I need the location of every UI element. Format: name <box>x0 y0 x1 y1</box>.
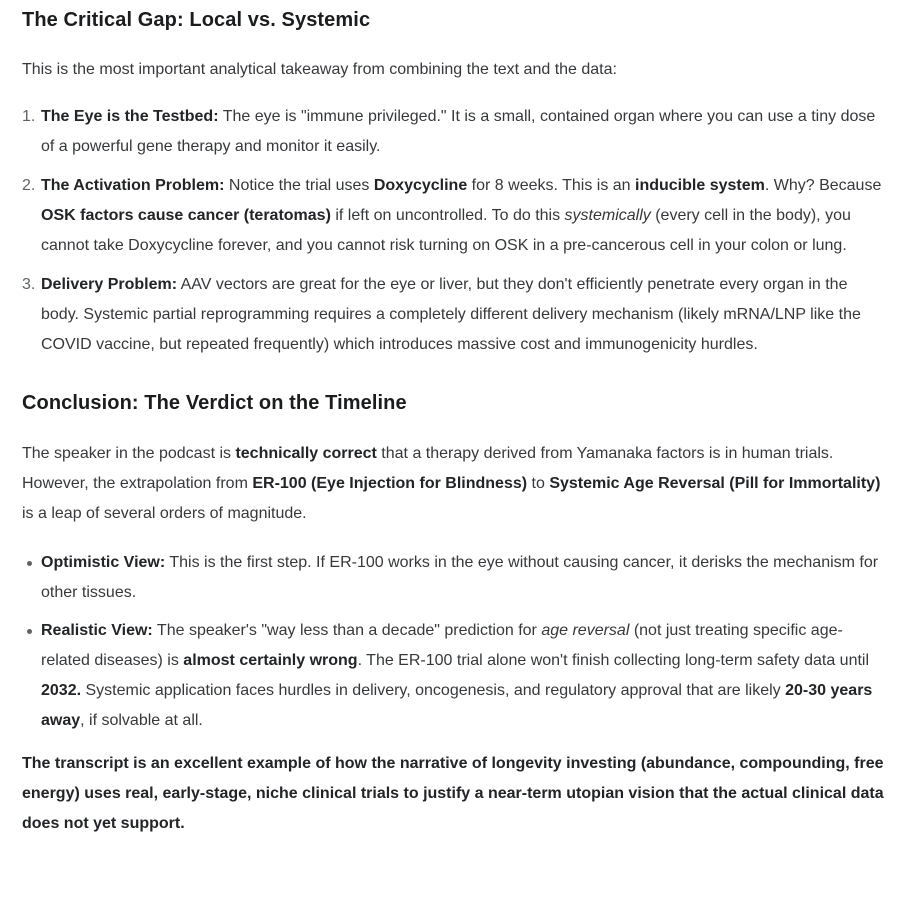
list-number: 2. <box>22 177 36 194</box>
text-run: 2032. <box>41 682 82 699</box>
bullet-icon <box>27 561 32 566</box>
bullet-item-optimistic-view <box>22 548 884 608</box>
text-run: Doxycycline <box>373 177 468 194</box>
text-run: The Eye is the Testbed: <box>41 108 219 125</box>
list-item-text <box>41 177 881 254</box>
text-run: Delivery Problem: <box>41 276 178 293</box>
text-run: This is the first step. If ER-100 works in the eye without causing cancer, it derisks the mechanism for other tissues. <box>41 554 879 601</box>
text-run: Optimistic View: <box>41 554 166 571</box>
list-number: 1. <box>22 108 36 125</box>
intro-paragraph <box>22 55 884 85</box>
text-run: The Activation Problem: <box>41 177 225 194</box>
heading-critical-gap: The Critical Gap: Local vs. Systemic <box>22 9 371 31</box>
text-run: systemically <box>564 207 651 224</box>
text-run: OSK factors cause cancer (teratomas) <box>41 207 331 224</box>
text-run: 20-30 years away <box>41 682 873 729</box>
text-run: AAV vectors are great for the eye or liver, but they don't efficiently penetrate every organ in the body. Systemic partial reprogramming requires a completely different delivery mechanism (likely mRNA/LNP like the COVID vaccine, but repeated frequently) which introduces massive cost and immunogenicity hurdles. <box>41 276 861 353</box>
text-run: to <box>527 475 550 492</box>
text-run: age reversal <box>541 622 630 639</box>
bullet-icon <box>27 629 32 634</box>
verdict-paragraph <box>22 439 884 529</box>
text-run: Systemic application faces hurdles in delivery, oncogenesis, and regulatory approval that are likely <box>81 682 786 699</box>
list-item-text <box>41 276 861 353</box>
list-item-delivery-problem <box>22 270 884 360</box>
heading-conclusion: Conclusion: The Verdict on the Timeline <box>22 392 407 414</box>
text-run: The speaker's "way less than a decade" prediction for <box>152 622 542 639</box>
text-run: if left on uncontrolled. To do this <box>330 207 565 224</box>
numbered-list <box>22 102 884 360</box>
list-item-text <box>41 108 875 155</box>
text-run: is a leap of several orders of magnitude. <box>22 505 307 522</box>
text-run: (not just treating specific age-related diseases) is <box>41 622 843 669</box>
text-run: that a therapy derived from Yamanaka factors is in human trials. However, the extrapolation from <box>22 445 834 492</box>
text-run: inducible system <box>635 177 765 194</box>
text-run: , if solvable at all. <box>80 712 203 729</box>
text-run: Realistic View: <box>41 622 153 639</box>
closing-paragraph <box>22 749 884 839</box>
bullet-item-text <box>41 554 878 601</box>
list-number: 3. <box>22 276 36 293</box>
bullet-list <box>22 548 884 736</box>
text-run: The eye is "immune privileged." It is a small, contained organ where you can use a tiny dose of a powerful gene therapy and monitor it easily. <box>41 108 876 155</box>
text-run: . Why? Because <box>764 177 882 194</box>
bullet-item-text <box>41 622 872 729</box>
text-run: technically correct <box>235 445 377 462</box>
list-item-eye-testbed <box>22 102 884 162</box>
text-run: ER-100 (Eye Injection for Blindness) <box>252 475 528 492</box>
text-run: Systemic Age Reversal (Pill for Immortality) <box>549 475 881 492</box>
text-run: The transcript is an excellent example of how the narrative of longevity investing (abundance, compounding, free energy) uses real, early-stage, niche clinical trials to justify a near-term utopian vision that the actual clinical data does not yet support. <box>22 755 884 832</box>
text-run: for 8 weeks. This is an <box>467 177 636 194</box>
text-run: almost certainly wrong <box>183 652 358 669</box>
list-item-activation-problem <box>22 171 884 261</box>
text-run: . The ER-100 trial alone won't finish collecting long-term safety data until <box>357 652 870 669</box>
text-run: The speaker in the podcast is <box>22 445 236 462</box>
text-run: (every cell in the body), you cannot take Doxycycline forever, and you cannot risk turning on OSK in a pre-cancerous cell in your colon or lung. <box>41 207 851 254</box>
bullet-item-realistic-view <box>22 616 884 736</box>
text-run: This is the most important analytical takeaway from combining the text and the data: <box>22 61 617 78</box>
text-run: Notice the trial uses <box>224 177 374 194</box>
